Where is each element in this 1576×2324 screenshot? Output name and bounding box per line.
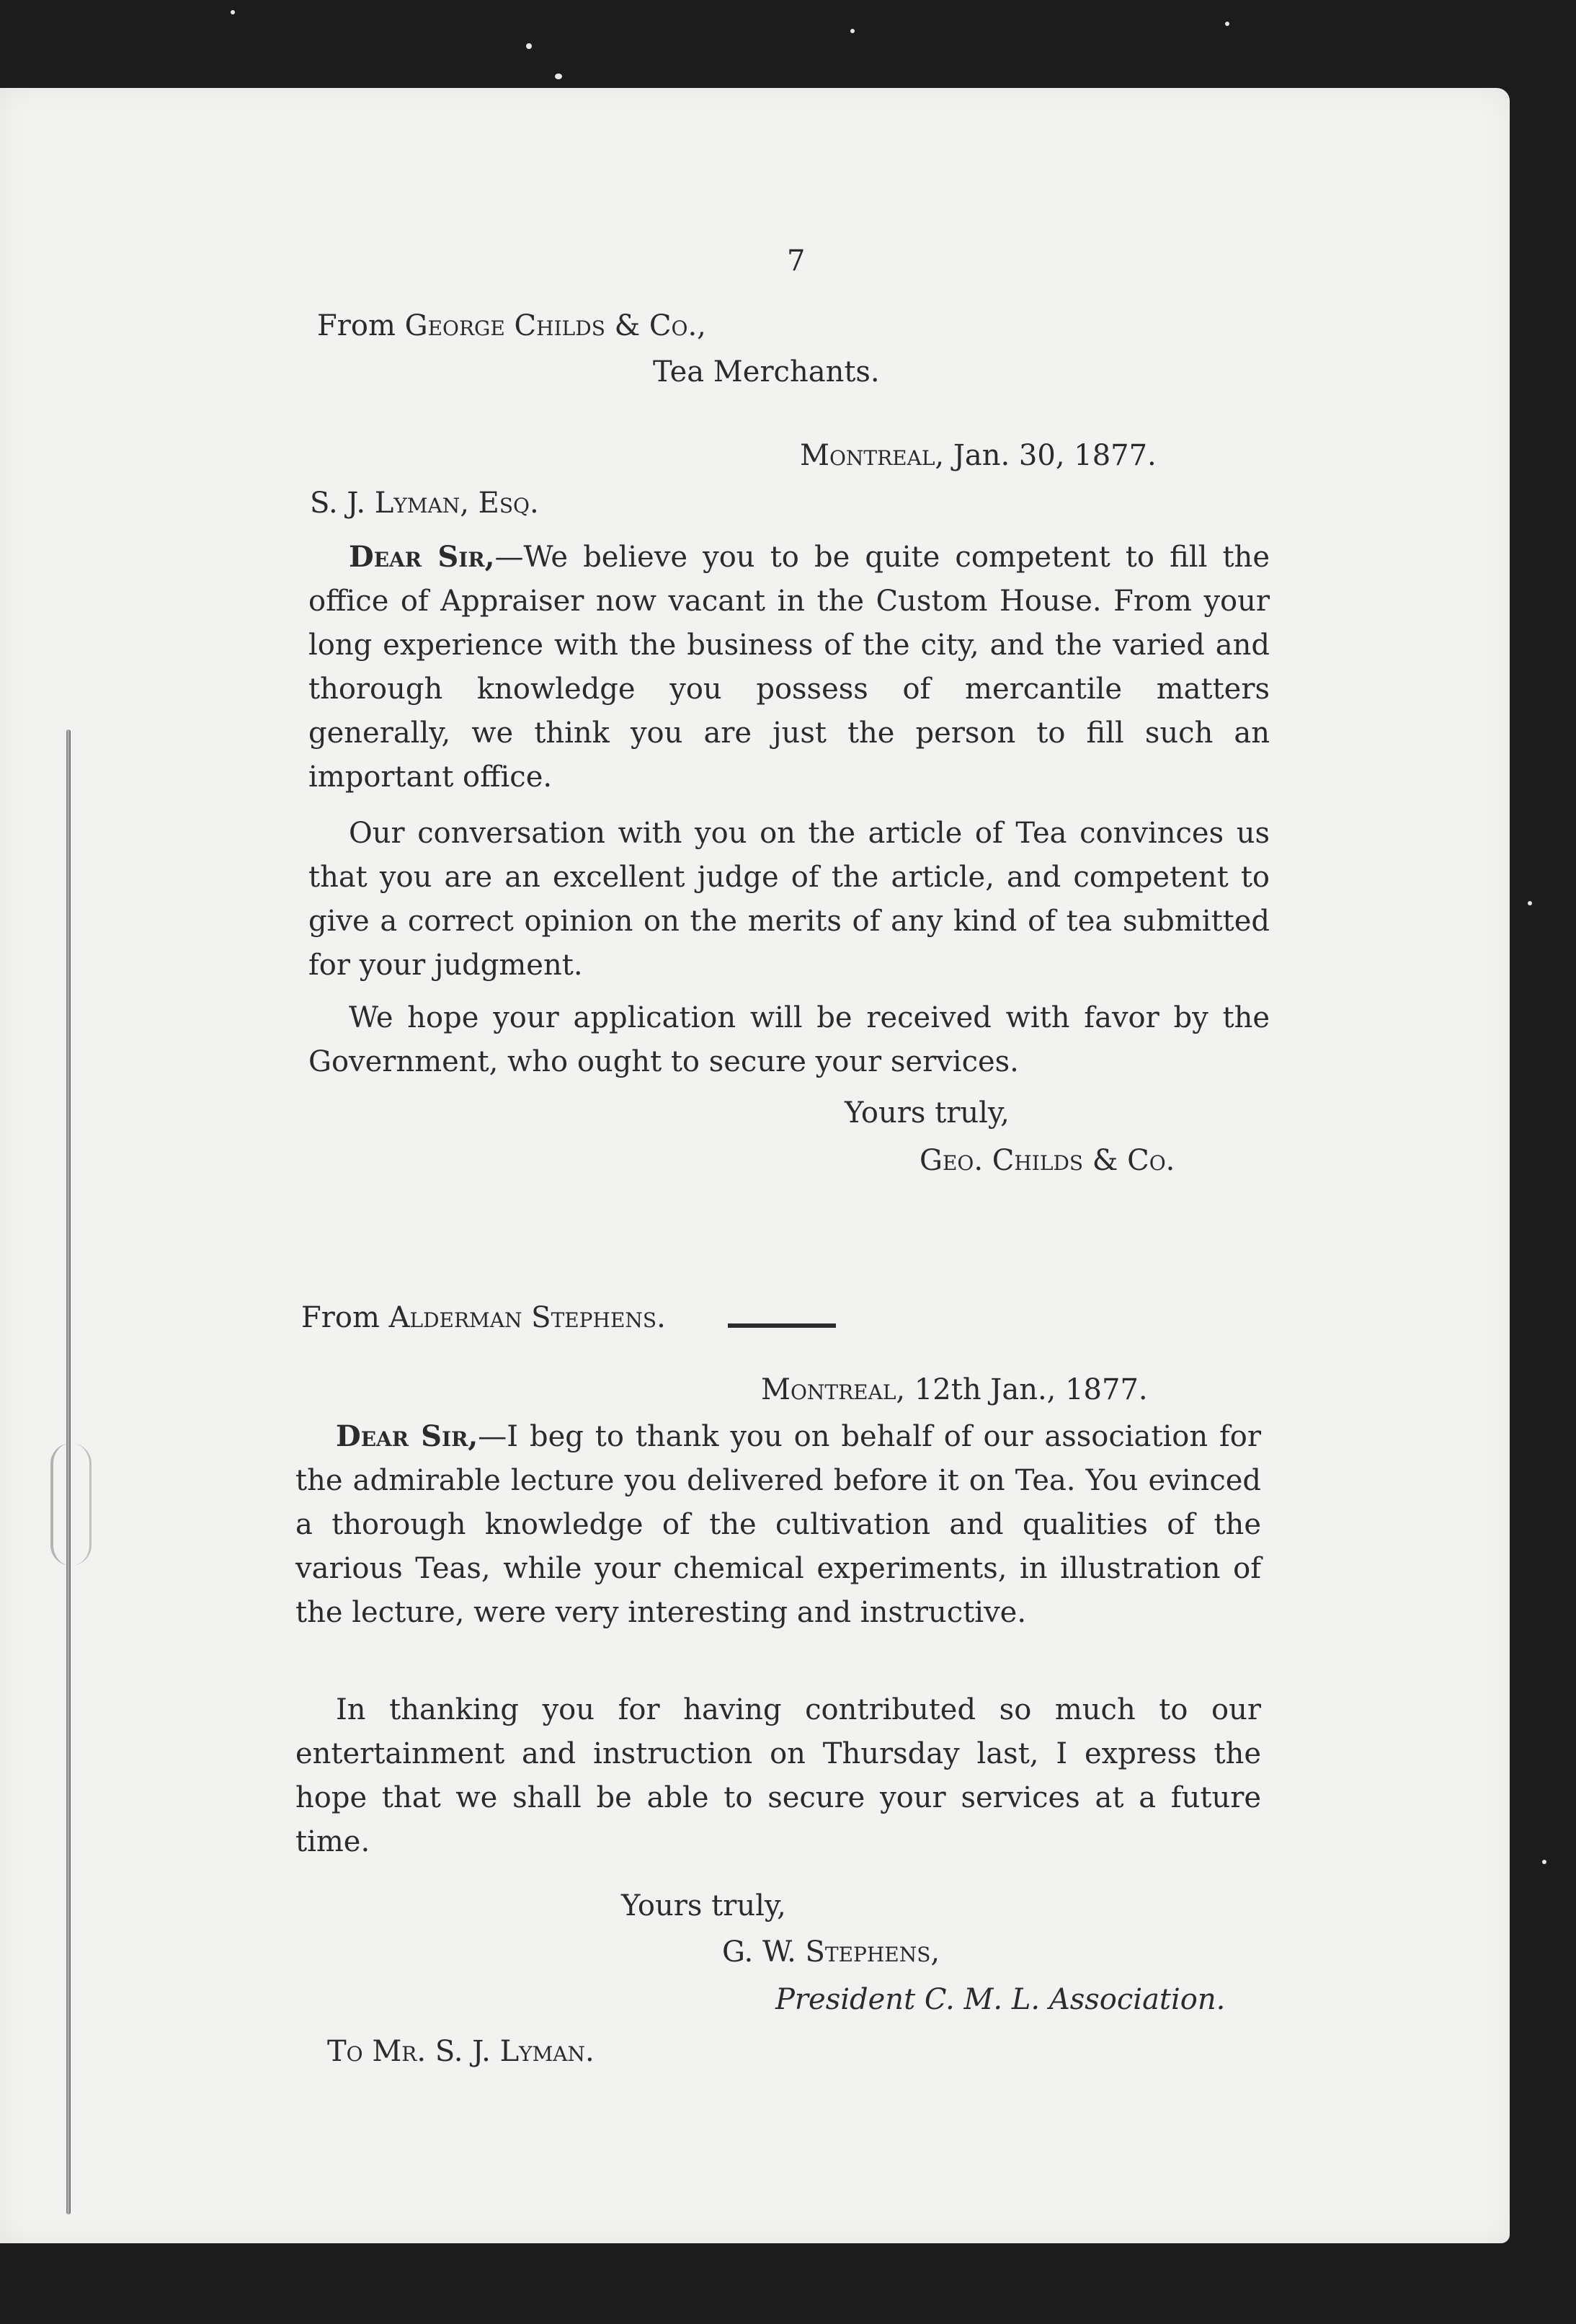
letter2-closing: Yours truly,: [621, 1889, 786, 1922]
letter2-place: Montreal,: [761, 1373, 906, 1406]
letter1-from-name: George Childs & Co.,: [404, 309, 706, 342]
letter2-signature: G. W. Stephens,: [722, 1935, 940, 1969]
page-number: 7: [787, 244, 806, 278]
letter1-from-title: Tea Merchants.: [653, 355, 880, 389]
letter2-dateline: [761, 1368, 1148, 1411]
letter1-addressee: S. J. Lyman, Esq.: [310, 487, 539, 520]
dust-speck: [1542, 1860, 1546, 1864]
letter1-place: Montreal,: [800, 439, 945, 472]
letter1-paragraph-3: We hope your application will be received with favor by the Government, who ought to secure your services.: [308, 1001, 1270, 1078]
binding-stitch: [50, 1443, 92, 1566]
document-page: [0, 88, 1510, 2243]
letter1-closing: Yours truly,: [845, 1096, 1010, 1130]
letter1-date: Jan. 30, 1877.: [953, 439, 1157, 472]
letter1-from-prefix: From: [317, 309, 396, 342]
letter2-paragraph-2: In thanking you for having contributed so much to our entertainment and instruction on Thursday last, I express the hope that we shall be able to secure your services at a future time.: [295, 1693, 1261, 1858]
letter1-paragraph-1-text: —We believe you to be quite competent to fill the office of Appraiser now vacant in the Custom House. From your long experience with the business of the city, and the varied and thorough knowledge you possess of mercantile matters generally, we think you are just the person to fill such an important office.: [308, 541, 1270, 794]
letter2-signature-title: President C. M. L. Association.: [775, 1983, 1226, 2016]
letter2-salutation: Dear Sir,: [336, 1419, 478, 1453]
letter1-from-line: [317, 304, 706, 347]
letter1-dateline: [800, 434, 1157, 477]
letter1-salutation: Dear Sir,: [349, 540, 495, 574]
letter2-from-line: [301, 1296, 666, 1339]
letter2-date: 12th Jan., 1877.: [914, 1373, 1148, 1406]
dust-speck: [1528, 901, 1532, 905]
dust-speck: [555, 74, 562, 79]
letter2-from-name: Alderman Stephens.: [388, 1301, 666, 1334]
letter2-paragraph-1: [295, 1414, 1261, 1635]
section-divider: [728, 1323, 836, 1328]
dust-speck: [1225, 22, 1229, 26]
letter2-from-prefix: From: [301, 1301, 380, 1334]
letter2-paragraph-1-text: —I beg to thank you on behalf of our association for the admirable lecture you delivered before it on Tea. You evinced a thorough knowledge of the cultivation and qualities of the various Teas, while your chemical experiments, in illustration of the lecture, were very interesting and instructive.: [295, 1420, 1261, 1629]
dust-speck: [526, 43, 532, 49]
letter1-signature: Geo. Childs & Co.: [920, 1144, 1175, 1177]
dust-speck: [850, 29, 855, 33]
dust-speck: [231, 10, 235, 14]
letter1-paragraph-2: Our conversation with you on the article of Tea convinces us that you are an excellent judge of the article, and competent to give a correct opinion on the merits of any kind of tea submitted for your judgment.: [308, 817, 1270, 982]
letter1-paragraph-1: [308, 535, 1270, 799]
letter2-recipient: To Mr. S. J. Lyman.: [327, 2035, 595, 2068]
